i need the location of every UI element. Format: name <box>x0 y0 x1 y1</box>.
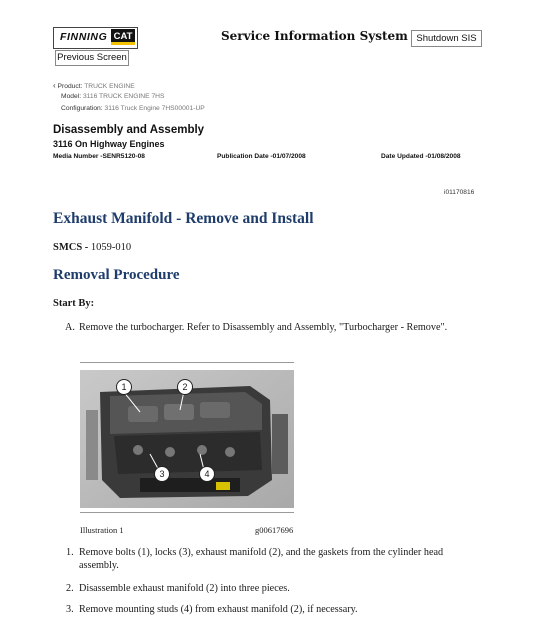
start-item-letter: A. <box>65 322 75 333</box>
step-number: 2. <box>66 583 74 594</box>
document-id: i01170816 <box>444 189 475 196</box>
step-text: Disassemble exhaust manifold (2) into three pieces. <box>79 583 290 594</box>
breadcrumb-product[interactable] <box>53 81 135 90</box>
shutdown-sis-button[interactable]: Shutdown SIS <box>411 30 482 47</box>
section-heading: Removal Procedure <box>53 267 180 283</box>
document-subtitle: 3116 On Highway Engines <box>53 139 165 149</box>
system-title: Service Information System <box>221 29 408 43</box>
smcs-value: 1059-010 <box>90 242 132 253</box>
step-number: 1. <box>66 547 74 558</box>
publication-date: Publication Date -01/07/2008 <box>217 153 306 160</box>
callout-2: 2 <box>177 379 193 395</box>
previous-screen-button[interactable]: Previous Screen <box>55 50 129 66</box>
logo-yellow-stripe <box>111 42 135 45</box>
model-label: Model: <box>61 93 82 100</box>
step-text: Remove mounting studs (4) from exhaust manifold (2), if necessary. <box>79 604 358 615</box>
callout-4: 4 <box>199 466 215 482</box>
step-text: Remove bolts (1), locks (3), exhaust manifold (2), and the gaskets from the cylinder head assembly. <box>79 547 444 571</box>
start-by-label: Start By: <box>53 298 95 309</box>
product-label: Product: <box>57 83 83 90</box>
cat-logo-badge <box>111 29 135 45</box>
logo-brand: CAT <box>113 31 133 42</box>
document-title: Disassembly and Assembly <box>53 124 205 136</box>
start-item-text: Remove the turbocharger. Refer to Disassembly and Assembly, "Turbocharger - Remove". <box>79 322 448 333</box>
smcs-label: SMCS - <box>53 242 89 253</box>
engine-illustration <box>80 370 294 508</box>
product-value: TRUCK ENGINE <box>84 83 135 90</box>
illustration-caption: Illustration 1 <box>80 525 124 535</box>
finning-cat-logo <box>53 27 138 49</box>
configuration-label: Configuration: <box>61 105 103 112</box>
breadcrumb-model <box>61 93 164 100</box>
callout-1: 1 <box>116 379 132 395</box>
page-heading: Exhaust Manifold - Remove and Install <box>53 210 314 227</box>
logo-text: FINNING <box>60 31 108 43</box>
callout-3: 3 <box>154 466 170 482</box>
step-number: 3. <box>66 604 74 615</box>
figure-bottom-rule <box>80 512 294 513</box>
configuration-value: 3116 Truck Engine 7HS00001-UP <box>104 105 205 112</box>
breadcrumb-configuration <box>61 105 205 112</box>
media-number: Media Number -SENR5120-08 <box>53 153 145 160</box>
model-value: 3116 TRUCK ENGINE 7HS <box>82 93 165 100</box>
chevron-left-icon: ‹ <box>53 81 56 90</box>
date-updated: Date Updated -01/08/2008 <box>381 153 461 160</box>
smcs-code <box>53 242 131 253</box>
figure-top-rule <box>80 362 294 363</box>
illustration-id: g00617696 <box>255 525 294 535</box>
